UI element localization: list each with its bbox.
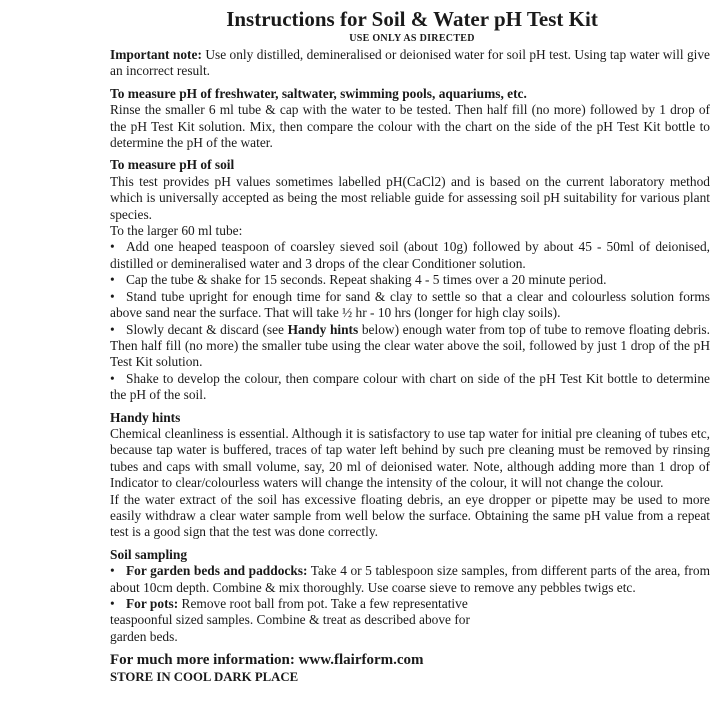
water-instructions: Rinse the smaller 6 ml tube & cap with the water to be tested. Then half fill (no more) followed by 1 drop of the pH Test Kit solution. Mix, then compare the colour with the chart on the side of the pH Test Kit bottle to determine the pH of the water. xyxy=(110,102,710,151)
soil-lead: To the larger 60 ml tube: xyxy=(110,223,243,239)
handy-hints-reference: Handy hints xyxy=(287,321,359,337)
page-title: Instructions for Soil & Water pH Test Kit xyxy=(226,7,598,31)
bullet-icon: • xyxy=(110,563,115,579)
storage-note: STORE IN COOL DARK PLACE xyxy=(110,670,299,685)
garden-beds-label: For garden beds and paddocks: xyxy=(126,563,308,579)
important-note-text: Use only distilled, demineralised or deionised water for soil pH test. Using tap water will give an incorrect result. xyxy=(110,47,710,79)
sampling-pots: • For pots: Remove root ball from pot. Take a few representative teaspoonful sized samples. Combine & treat as described above for garden beds. xyxy=(110,596,470,644)
sampling-heading: Soil sampling xyxy=(110,546,188,562)
contact-info: For much more information: www.flairform.com xyxy=(110,652,424,669)
bullet-icon: • xyxy=(110,596,115,611)
bullet-icon: • xyxy=(110,239,115,255)
soil-step-1: • Add one heaped teaspoon of coarsley sieved soil (about 10g) followed by about 45 - 50ml of deionised, distilled or demineralised water and 3 drops of the clear Conditioner solution. xyxy=(110,239,710,271)
important-note-label: Important note: xyxy=(110,47,202,62)
soil-step-5: • Shake to develop the colour, then compare colour with chart on side of the pH Test Kit bottle to determine the pH of the soil. xyxy=(110,370,710,403)
soil-heading: To measure pH of soil xyxy=(110,157,235,173)
bullet-icon: • xyxy=(110,288,115,304)
important-note xyxy=(110,47,710,80)
sampling-garden-beds: • For garden beds and paddocks: Take 4 or 5 tablespoon size samples, from different parts of the area, from about 10cm depth. Combine & mix thoroughly. Use coarse sieve to remove any pebbles twigs etc. xyxy=(110,563,710,595)
bullet-icon: • xyxy=(110,370,115,386)
pots-label: For pots: xyxy=(126,596,179,611)
soil-step-2: • Cap the tube & shake for 15 seconds. Repeat shaking 4 - 5 times over a 20 minute period. xyxy=(110,272,607,288)
subtitle: USE ONLY AS DIRECTED xyxy=(349,33,475,44)
water-heading: To measure pH of freshwater, saltwater, swimming pools, aquariums, etc. xyxy=(110,85,527,101)
hints-paragraph-2: If the water extract of the soil has excessive floating debris, an eye dropper or pipette may be used to more easily withdraw a clear water sample from well below the surface. Obtaining the same pH value from a repeat test is a good sign that the test was done correctly. xyxy=(110,491,710,540)
bullet-icon: • xyxy=(110,321,115,337)
soil-step-4: • Slowly decant & discard (see Handy hints below) enough water from top of tube to remove floating debris. Then half fill (no more) the smaller tube using the clear water above the soil, followed by just 1 drop of the pH Test Kit solution. xyxy=(110,321,710,370)
bullet-icon: • xyxy=(110,272,115,288)
soil-step-3: • Stand tube upright for enough time for sand & clay to settle so that a clear and colourless solution forms above sand near the surface. That will take ½ hr - 10 hrs (longer for high clay soils). xyxy=(110,288,710,321)
hints-heading: Handy hints xyxy=(110,409,181,425)
hints-paragraph-1: Chemical cleanliness is essential. Although it is satisfactory to use tap water for initial pre cleaning of tubes etc, because tap water is buffered, traces of tap water left behind by such pre cleaning must be removed by rinsing tubes and caps with small volume, say, 20 ml of deionised water. Note, although adding more than 1 drop of Indicator to clear/colourless waters will change the intensity of the colour, it will not change the colour. xyxy=(110,425,710,491)
soil-intro: This test provides pH values sometimes labelled pH(CaCl2) and is based on the current laboratory method which is universally accepted as being the most reliable guide for assessing soil pH suitability for various plant species. xyxy=(110,173,710,222)
